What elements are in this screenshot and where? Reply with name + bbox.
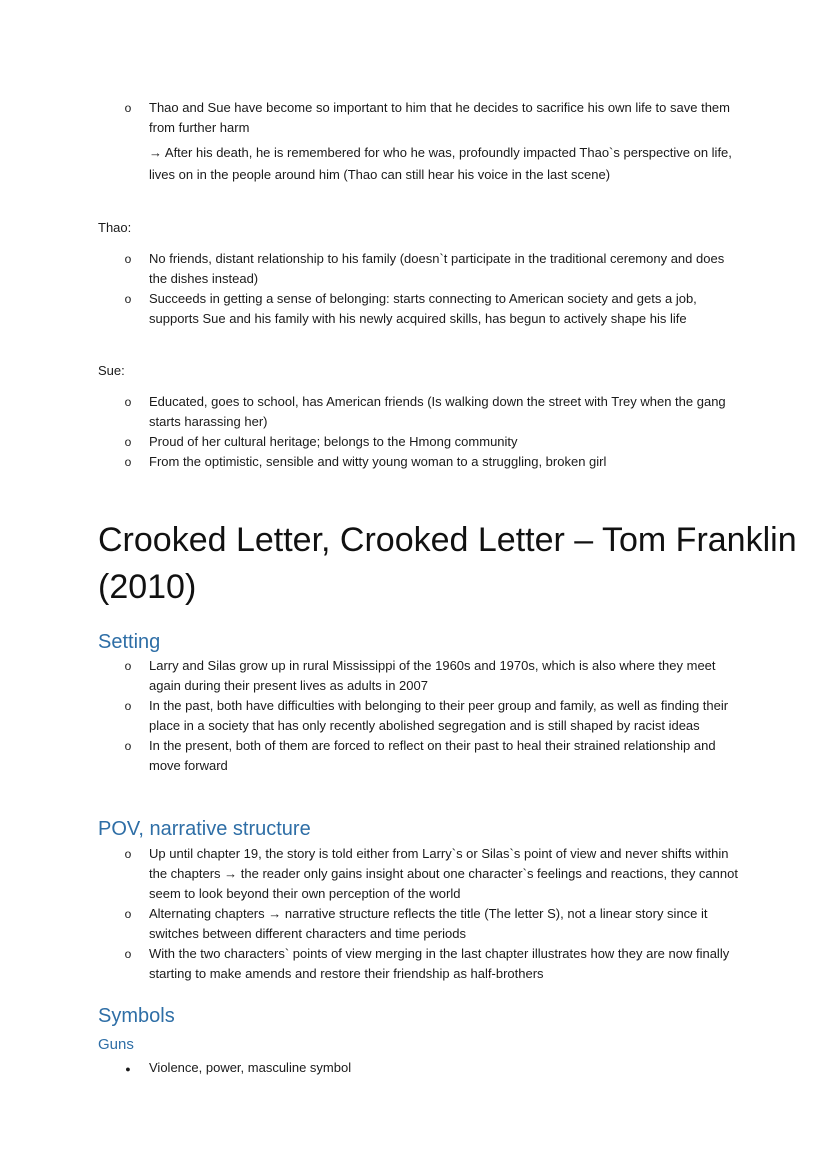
list-item: o From the optimistic, sensible and witty young woman to a struggling, broken girl [0,452,828,472]
circle-bullet-icon [123,432,133,452]
top-bullet-list [0,98,828,138]
circle-bullet-icon [123,98,133,118]
pov-heading: POV, narrative structure [98,818,311,840]
circle-bullet-icon [123,736,133,756]
sue-label: Sue: [98,363,125,378]
symbols-heading: Symbols [98,1005,175,1027]
list-item: o Thao and Sue have become so important to him that he decides to sacrifice his own life to save them from further harm [0,98,828,138]
thao-label: Thao: [98,220,132,235]
filled-bullet-icon [123,1058,133,1079]
circle-bullet-icon [123,944,133,964]
list-item: o Alternating chapters → narrative structure reflects the title (The letter S), not a linear story since it switches between different characters and time periods [0,904,828,944]
list-item: o Up until chapter 19, the story is told either from Larry`s or Silas`s point of view and never shifts within the chapters → the reader only gains insight about one character`s feelings and reactions, they cannot seem to look beyond their own perception of the world [0,844,828,904]
circle-bullet-icon [123,656,133,676]
list-item: o In the present, both of them are forced to reflect on their past to heal their strained relationship and move forward [0,736,828,776]
sue-bullet-list [0,392,828,472]
list-item: o In the past, both have difficulties with belonging to their peer group and family, as well as finding their place in a society that has only recently abolished segregation and is still shaped by racist ideas [0,696,828,736]
list-item: ● Violence, power, masculine symbol [0,1058,828,1078]
list-item: o Succeeds in getting a sense of belonging: starts connecting to American society and gets a job, supports Sue and his family with his newly acquired skills, has begun to actively shape his life [0,289,828,329]
setting-bullet-list [0,656,828,776]
circle-bullet-icon [123,289,133,309]
circle-bullet-icon [123,452,133,472]
list-item: o No friends, distant relationship to his family (doesn`t participate in the traditional ceremony and does the dishes instead) [0,249,828,289]
symbols-bullet-list [0,1058,828,1078]
thao-bullet-list [0,249,828,329]
circle-bullet-icon [123,904,133,924]
arrow-continuation: → After his death, he is remembered for who he was, profoundly impacted Thao`s perspective on life, lives on in the people around him (Thao can still hear his voice in the last scene) [149,145,732,182]
circle-bullet-icon [123,249,133,269]
list-item: o Larry and Silas grow up in rural Mississippi of the 1960s and 1970s, which is also where they meet again during their present lives as adults in 2007 [0,656,828,696]
circle-bullet-icon [123,844,133,864]
circle-bullet-icon [123,392,133,412]
list-item: o With the two characters` points of view merging in the last chapter illustrates how they are now finally starting to make amends and restore their friendship as half-brothers [0,944,828,984]
list-item: o Educated, goes to school, has American friends (Is walking down the street with Trey when the gang starts harassing her) [0,392,828,432]
pov-bullet-list [0,844,828,984]
setting-heading: Setting [98,631,161,653]
book-title: Crooked Letter, Crooked Letter – Tom Franklin (2010) [98,521,797,606]
list-item: o Proud of her cultural heritage; belongs to the Hmong community [0,432,828,452]
circle-bullet-icon [123,696,133,716]
guns-subheading: Guns [98,1036,134,1053]
